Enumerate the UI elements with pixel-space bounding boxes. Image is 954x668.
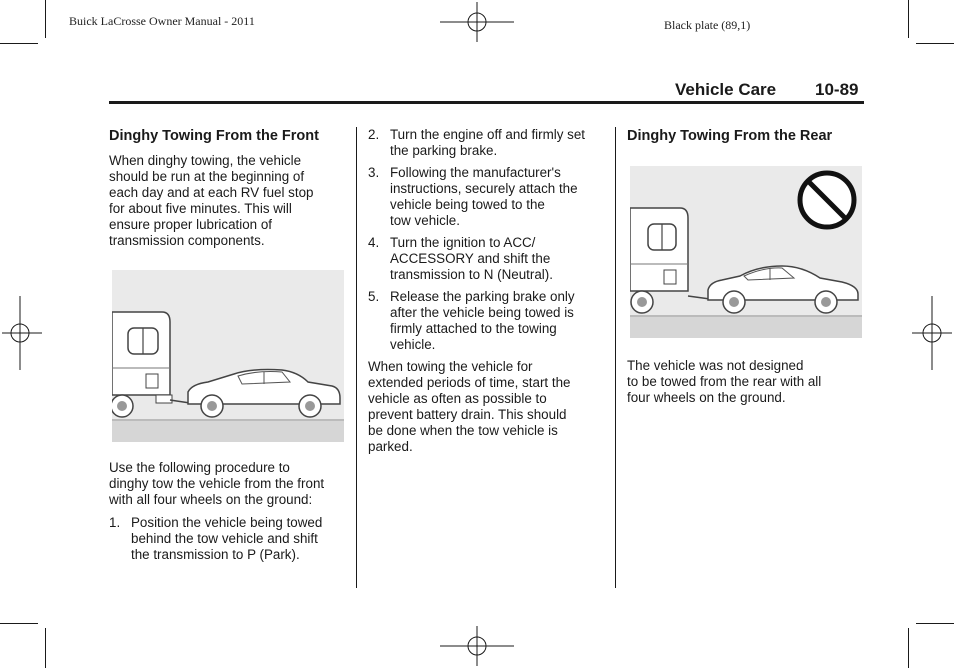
column-3 <box>627 127 867 153</box>
no-symbol-icon <box>800 173 854 227</box>
registration-mark-icon <box>440 2 514 42</box>
crop-mark <box>916 623 954 624</box>
crop-mark <box>0 43 38 44</box>
intro-paragraph: When dinghy towing, the vehicle should be run at the beginning of each day and at each RV fuel stop for about five minutes. This will ensure proper lubrication of transmission components. <box>109 153 314 248</box>
column-3-lower: The vehicle was not designed to be towed from the rear with all four wheels on the ground. <box>627 358 822 405</box>
crop-mark <box>45 0 46 38</box>
column-divider <box>356 127 357 588</box>
header-rule <box>109 101 864 104</box>
section-title: Vehicle Care <box>675 80 777 99</box>
registration-mark-icon <box>912 296 952 370</box>
crop-mark <box>45 628 46 668</box>
crop-mark <box>916 43 954 44</box>
rv-towing-car-illustration <box>112 270 344 442</box>
list-item: 4. Turn the ignition to ACC/ ACCESSORY and shift the transmission to N (Neutral). <box>368 235 553 282</box>
closing-paragraph: When towing the vehicle for extended periods of time, start the vehicle as often as possible to prevent battery drain. This should be done when the tow vehicle is parked. <box>368 359 571 454</box>
rv-towing-car-rear-prohibited-illustration <box>630 166 862 338</box>
registration-mark-icon <box>2 296 42 370</box>
crop-mark <box>0 623 38 624</box>
list-item: 2. Turn the engine off and firmly set the parking brake. <box>368 127 586 158</box>
heading-front-towing: Dinghy Towing From the Front <box>109 128 319 144</box>
list-item: 5. Release the parking brake only after the vehicle being towed is firmly attached to the towing vehicle. <box>368 289 575 352</box>
page-number: 10-89 <box>815 80 859 99</box>
column-1-lower <box>109 460 349 563</box>
crop-mark <box>908 0 909 38</box>
column-1 <box>109 127 349 249</box>
list-item: 1. Position the vehicle being towed behind the tow vehicle and shift the transmission to P (Park). <box>109 515 323 562</box>
column-2 <box>368 127 608 455</box>
column-divider <box>615 127 616 588</box>
heading-rear-towing: Dinghy Towing From the Rear <box>627 128 833 144</box>
plate-label: Black plate (89,1) <box>664 18 751 32</box>
list-item: 3. Following the manufacturer's instructions, securely attach the vehicle being towed to the tow vehicle. <box>368 165 578 228</box>
registration-mark-icon <box>440 626 514 666</box>
procedure-intro: Use the following procedure to dinghy tow the vehicle from the front with all four wheels on the ground: <box>109 460 325 507</box>
crop-mark <box>908 628 909 668</box>
manual-title: Buick LaCrosse Owner Manual - 2011 <box>69 14 255 28</box>
